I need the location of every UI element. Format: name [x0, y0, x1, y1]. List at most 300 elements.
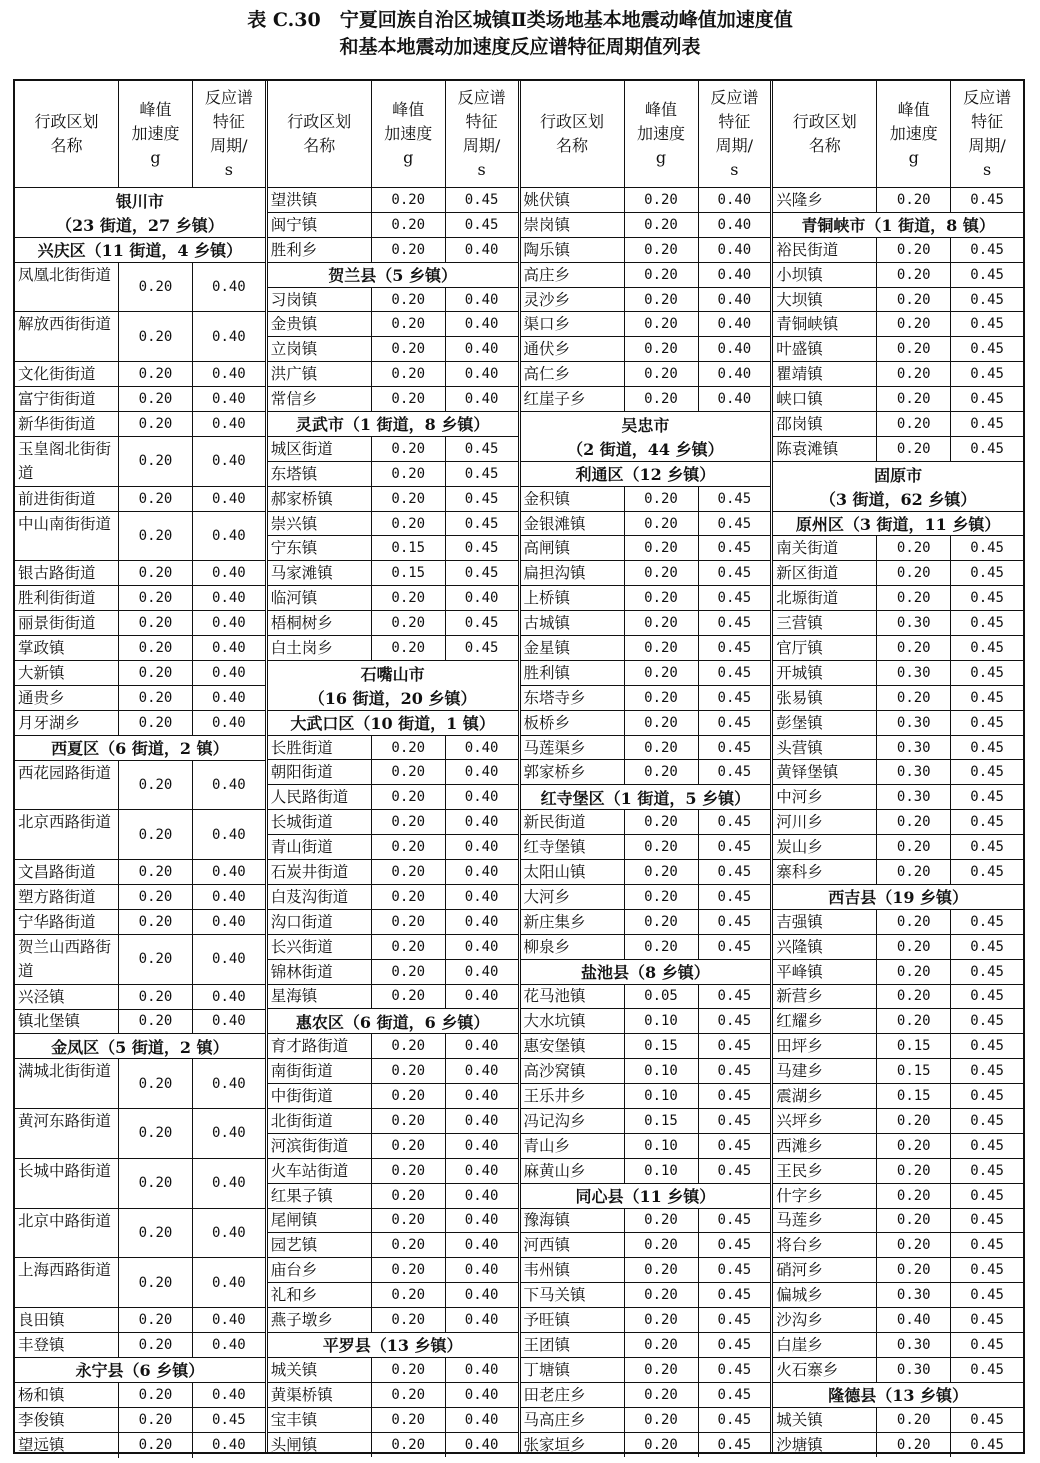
region-heading: 红寺堡区（1 街道，5 乡镇） [521, 785, 771, 810]
pga-value: 0.20 [877, 1209, 951, 1233]
place-name: 河川乡 [773, 810, 877, 834]
place-name: 文化街街道 [15, 362, 119, 386]
period-value: 0.45 [717, 689, 752, 706]
table-row [268, 561, 518, 586]
place-name: 尾闸镇 [268, 1209, 372, 1233]
place-name: 青山乡 [521, 1134, 625, 1158]
table-row [773, 1109, 1023, 1134]
period-value: 0.40 [464, 988, 499, 1005]
place-name: 马高庄乡 [521, 1408, 625, 1432]
table-row [268, 1283, 518, 1308]
table-column [521, 81, 774, 1452]
table-row [521, 1109, 771, 1134]
table-row [521, 512, 771, 537]
pga-value: 0.20 [119, 263, 193, 312]
place-name: 锦林街道 [268, 960, 372, 984]
pga-value: 0.20 [372, 1408, 446, 1432]
period-value: 0.45 [970, 913, 1004, 930]
place-name: 礼和乡 [268, 1283, 372, 1307]
place-name: 叶盛镇 [773, 337, 877, 361]
table-row [268, 1059, 518, 1084]
pga-value: 0.15 [625, 1109, 699, 1133]
period-value: 0.40 [464, 391, 499, 408]
place-name: 新民街道 [521, 810, 625, 834]
place-name: 板桥乡 [521, 711, 625, 735]
period-value: 0.45 [970, 963, 1004, 980]
place-name: 兴隆镇 [773, 935, 877, 959]
table-row [773, 1209, 1023, 1234]
pga-value: 0.20 [119, 437, 193, 486]
table-row [521, 387, 771, 412]
place-name: 红耀乡 [773, 1009, 877, 1033]
period-value: 0.45 [970, 689, 1004, 706]
place-name: 塑方路街道 [15, 885, 119, 909]
period-value: 0.40 [212, 826, 246, 843]
period-value: 0.45 [970, 714, 1004, 731]
period-value: 0.40 [464, 1112, 499, 1129]
table-row [15, 885, 265, 910]
period-value: 0.45 [717, 1436, 752, 1453]
pga-value: 0.20 [625, 263, 699, 287]
pga-value: 0.30 [877, 661, 951, 685]
period-value: 0.40 [212, 1125, 246, 1142]
pga-value: 0.20 [372, 1209, 446, 1233]
period-value: 0.45 [970, 540, 1004, 557]
pga-value: 0.20 [625, 636, 699, 660]
pga-value: 0.20 [372, 1433, 446, 1458]
table-row [268, 785, 518, 810]
period-value: 0.40 [464, 1187, 499, 1204]
header-name: 行政区划 名称 [773, 81, 877, 187]
column-body [521, 188, 771, 1457]
place-name: 兴坪乡 [773, 1109, 877, 1133]
table-row [268, 736, 518, 761]
place-name: 下马关镇 [521, 1283, 625, 1307]
place-name: 石炭井街道 [268, 860, 372, 884]
pga-value: 0.20 [372, 1034, 446, 1058]
table-row [521, 1233, 771, 1258]
period-value: 0.40 [212, 1175, 246, 1192]
pga-value: 0.20 [372, 760, 446, 784]
place-name: 人民路街道 [268, 785, 372, 809]
period-value: 0.45 [970, 391, 1004, 408]
period-value: 0.40 [464, 764, 499, 781]
period-value: 0.45 [970, 789, 1004, 806]
pga-value: 0.20 [625, 1258, 699, 1282]
table-row [268, 885, 518, 910]
region-heading: 银川市 [115, 191, 164, 211]
region-heading: 惠农区（6 街道，6 乡镇） [268, 1009, 518, 1034]
place-name: 郝家桥镇 [268, 487, 372, 511]
period-value: 0.45 [970, 814, 1004, 831]
pga-value: 0.20 [877, 561, 951, 585]
table-row [15, 661, 265, 686]
table-row [15, 1408, 265, 1433]
pga-value: 0.20 [877, 1433, 951, 1458]
pga-value: 0.20 [119, 860, 193, 884]
pga-value: 0.20 [625, 1209, 699, 1233]
pga-value: 0.20 [372, 1109, 446, 1133]
period-value: 0.45 [464, 465, 499, 482]
place-name: 金积镇 [521, 487, 625, 511]
place-name: 镇北堡镇 [15, 1010, 119, 1034]
place-name: 硝河乡 [773, 1258, 877, 1282]
place-name: 中河乡 [773, 785, 877, 809]
table-row [268, 1433, 518, 1458]
pga-value: 0.20 [372, 785, 446, 809]
pga-value: 0.20 [625, 387, 699, 411]
pga-value: 0.20 [119, 935, 193, 984]
place-name: 凤凰北街街道 [15, 263, 119, 312]
table-row [268, 760, 518, 785]
place-name: 前进街街道 [15, 487, 119, 511]
pga-value: 0.20 [625, 337, 699, 361]
place-name: 红寺堡镇 [521, 835, 625, 859]
period-value: 0.45 [970, 1187, 1004, 1204]
pga-value: 0.20 [372, 1358, 446, 1382]
table-row [521, 238, 771, 263]
place-name: 新华街街道 [15, 412, 119, 436]
place-name: 花马池镇 [521, 985, 625, 1009]
header-pga: 峰值 加速度 g [625, 81, 699, 187]
period-value: 0.45 [464, 440, 499, 457]
period-value: 0.40 [717, 191, 752, 208]
period-value: 0.45 [970, 1063, 1004, 1080]
period-value: 0.40 [212, 1274, 246, 1291]
table-row [773, 960, 1023, 985]
period-value: 0.40 [212, 391, 246, 408]
table-row [521, 1333, 771, 1358]
pga-value: 0.15 [372, 536, 446, 560]
period-value: 0.45 [970, 1436, 1004, 1453]
period-value: 0.45 [970, 1411, 1004, 1428]
table-row [15, 512, 265, 562]
pga-value: 0.20 [625, 288, 699, 312]
place-name: 李俊镇 [15, 1408, 119, 1432]
table-row [773, 1034, 1023, 1059]
period-value: 0.40 [212, 1225, 246, 1242]
place-name: 什字乡 [773, 1184, 877, 1208]
period-value: 0.40 [464, 1137, 499, 1154]
period-value: 0.40 [212, 279, 246, 296]
period-value: 0.40 [464, 1262, 499, 1279]
period-value: 0.40 [464, 341, 499, 358]
pga-value: 0.20 [625, 860, 699, 884]
period-value: 0.40 [464, 366, 499, 383]
pga-value: 0.30 [877, 736, 951, 760]
pga-value: 0.20 [625, 238, 699, 262]
place-name: 峡口镇 [773, 387, 877, 411]
period-value: 0.40 [212, 888, 246, 905]
place-name: 头营镇 [773, 736, 877, 760]
region-heading: 同心县（11 乡镇） [521, 1184, 771, 1209]
period-value: 0.45 [970, 241, 1004, 258]
place-name: 灵沙乡 [521, 288, 625, 312]
pga-value: 0.30 [877, 1358, 951, 1382]
pga-value: 0.20 [119, 611, 193, 635]
place-name: 中山南街街道 [15, 512, 119, 561]
period-value: 0.40 [717, 391, 752, 408]
pga-value: 0.20 [119, 1308, 193, 1332]
table-row [773, 1358, 1023, 1383]
table-row [268, 437, 518, 462]
period-value: 0.45 [717, 565, 752, 582]
period-value: 0.45 [970, 415, 1004, 432]
pga-value: 0.20 [625, 1283, 699, 1307]
table-row [773, 835, 1023, 860]
pga-value: 0.20 [625, 1358, 699, 1382]
pga-value: 0.20 [877, 1134, 951, 1158]
table-row [268, 213, 518, 238]
period-value: 0.40 [212, 1312, 246, 1329]
pga-value: 0.20 [877, 536, 951, 560]
table-row [773, 785, 1023, 810]
place-name: 大水坑镇 [521, 1009, 625, 1033]
place-name: 张家垣乡 [521, 1433, 625, 1458]
table-row [521, 1209, 771, 1234]
table-row [521, 263, 771, 288]
pga-value: 0.20 [877, 238, 951, 262]
place-name: 金星镇 [521, 636, 625, 660]
pga-value: 0.20 [372, 960, 446, 984]
period-value: 0.45 [970, 1336, 1004, 1353]
place-name: 红果子镇 [268, 1184, 372, 1208]
period-value: 0.40 [212, 1337, 246, 1354]
period-value: 0.45 [970, 1137, 1004, 1154]
pga-value: 0.20 [877, 1233, 951, 1257]
table-row [521, 561, 771, 586]
place-name: 沙沟乡 [773, 1308, 877, 1332]
table-row [15, 312, 265, 362]
place-name: 瞿靖镇 [773, 362, 877, 386]
period-value: 0.45 [970, 1038, 1004, 1055]
place-name: 燕子墩乡 [268, 1308, 372, 1332]
period-value: 0.40 [464, 291, 499, 308]
period-value: 0.40 [717, 366, 752, 383]
title-line-1: 表 C.30 宁夏回族自治区城镇Ⅱ类场地基本地震动峰值加速度值 [247, 9, 793, 31]
table-row [521, 636, 771, 661]
place-name: 青铜峡镇 [773, 312, 877, 336]
region-heading: （2 街道，44 乡镇） [521, 437, 771, 462]
pga-value: 0.20 [877, 1258, 951, 1282]
table-row [268, 1159, 518, 1184]
place-name: 崇兴镇 [268, 512, 372, 536]
table-row [268, 810, 518, 835]
table-row [268, 1408, 518, 1433]
pga-value: 0.20 [119, 661, 193, 685]
table-row [268, 586, 518, 611]
table-row [268, 1383, 518, 1408]
period-value: 0.45 [717, 1386, 752, 1403]
table-row [773, 362, 1023, 387]
period-value: 0.40 [717, 341, 752, 358]
pga-value: 0.20 [877, 1009, 951, 1033]
pga-value: 0.40 [877, 1308, 951, 1332]
period-value: 0.45 [717, 1063, 752, 1080]
pga-value: 0.20 [372, 910, 446, 934]
table-row [268, 835, 518, 860]
column-body [15, 188, 265, 1458]
pga-value: 0.20 [119, 387, 193, 411]
place-name: 兴泾镇 [15, 985, 119, 1009]
period-value: 0.45 [970, 988, 1004, 1005]
table-row [521, 985, 771, 1010]
period-value: 0.45 [970, 938, 1004, 955]
table-row [773, 1258, 1023, 1283]
table-row [521, 835, 771, 860]
region-heading: 金凤区（5 街道，2 镇） [15, 1034, 265, 1059]
table-row [521, 1283, 771, 1308]
pga-value: 0.20 [877, 362, 951, 386]
pga-value: 0.20 [372, 288, 446, 312]
table-row [521, 686, 771, 711]
table-row [15, 1209, 265, 1259]
place-name: 西花园路街道 [15, 761, 119, 810]
table-row [15, 387, 265, 412]
place-name: 临河镇 [268, 586, 372, 610]
pga-value: 0.20 [372, 810, 446, 834]
pga-value: 0.20 [625, 760, 699, 784]
pga-value: 0.20 [119, 1383, 193, 1407]
pga-value: 0.20 [877, 412, 951, 436]
period-value: 0.45 [717, 1336, 752, 1353]
column-header [268, 81, 518, 188]
period-value: 0.45 [717, 490, 752, 507]
place-name: 三营镇 [773, 611, 877, 635]
place-name: 小坝镇 [773, 263, 877, 287]
table-row [521, 188, 771, 213]
table-row [521, 860, 771, 885]
period-value: 0.45 [970, 863, 1004, 880]
column-body [773, 188, 1023, 1457]
pga-value: 0.20 [119, 586, 193, 610]
table-row [773, 1059, 1023, 1084]
pga-value: 0.20 [625, 736, 699, 760]
pga-value: 0.20 [119, 1209, 193, 1258]
table-row [15, 711, 265, 736]
pga-value: 0.20 [372, 636, 446, 660]
period-value: 0.45 [970, 639, 1004, 656]
pga-value: 0.20 [625, 1433, 699, 1458]
table-row [773, 736, 1023, 761]
pga-value: 0.20 [877, 835, 951, 859]
table-row [773, 312, 1023, 337]
pga-value: 0.20 [877, 263, 951, 287]
place-name: 北街街道 [268, 1109, 372, 1133]
region-heading: （16 街道，20 乡镇） [268, 686, 518, 711]
table-row [521, 337, 771, 362]
region-heading: 固原市 [874, 465, 923, 485]
place-name: 丰登镇 [15, 1333, 119, 1357]
place-name: 月牙湖乡 [15, 711, 119, 735]
header-pga: 峰值 加速度 g [372, 81, 446, 187]
title-line-2: 和基本地震动加速度反应谱特征周期值列表 [339, 36, 701, 58]
table-row [773, 1408, 1023, 1433]
place-name: 梧桐树乡 [268, 611, 372, 635]
pga-value: 0.20 [877, 1408, 951, 1432]
place-name: 南街街道 [268, 1059, 372, 1083]
table-row [773, 910, 1023, 935]
period-value: 0.40 [212, 590, 246, 607]
period-value: 0.45 [970, 266, 1004, 283]
table-row [15, 935, 265, 985]
table-row [15, 1109, 265, 1159]
place-name: 东塔寺乡 [521, 686, 625, 710]
period-value: 0.45 [970, 839, 1004, 856]
table-row [268, 387, 518, 412]
place-name: 河西镇 [521, 1233, 625, 1257]
pga-value: 0.20 [372, 1159, 446, 1183]
place-name: 沟口街道 [268, 910, 372, 934]
place-name: 长兴街道 [268, 935, 372, 959]
table-row [521, 1408, 771, 1433]
region-heading: 隆德县（13 乡镇） [773, 1383, 1023, 1408]
pga-value: 0.20 [372, 462, 446, 486]
place-name: 开城镇 [773, 661, 877, 685]
place-name: 予旺镇 [521, 1308, 625, 1332]
table-row [521, 711, 771, 736]
table-row [268, 536, 518, 561]
table-row [15, 586, 265, 611]
table-row [521, 736, 771, 761]
place-name: 麻黄山乡 [521, 1159, 625, 1183]
period-value: 0.40 [212, 689, 246, 706]
period-value: 0.45 [717, 590, 752, 607]
pga-value: 0.20 [119, 561, 193, 585]
period-value: 0.40 [212, 776, 246, 793]
period-value: 0.40 [717, 241, 752, 258]
period-value: 0.45 [717, 540, 752, 557]
table-row [268, 1184, 518, 1209]
place-name: 育才路街道 [268, 1034, 372, 1058]
pga-value: 0.20 [625, 312, 699, 336]
pga-value: 0.20 [372, 387, 446, 411]
place-name: 贺兰山西路街道 [15, 935, 119, 984]
period-value: 0.45 [717, 1361, 752, 1378]
pga-value: 0.20 [119, 512, 193, 561]
period-value: 0.40 [717, 291, 752, 308]
header-name: 行政区划 名称 [521, 81, 625, 187]
pga-value: 0.20 [877, 935, 951, 959]
place-name: 朝阳街道 [268, 760, 372, 784]
pga-value: 0.20 [119, 1159, 193, 1208]
header-period: 反应谱 特征 周期/ s [204, 88, 253, 179]
region-heading: 平罗县（13 乡镇） [268, 1333, 518, 1358]
table-row [521, 487, 771, 512]
table-row [15, 362, 265, 387]
table-row [773, 860, 1023, 885]
table-row [268, 935, 518, 960]
period-value: 0.40 [464, 1063, 499, 1080]
table-row [773, 1433, 1023, 1458]
header-pga: 峰值 加速度 g [877, 81, 951, 187]
period-value: 0.45 [717, 1411, 752, 1428]
table-row [268, 1109, 518, 1134]
pga-value: 0.20 [877, 960, 951, 984]
pga-value: 0.05 [625, 985, 699, 1009]
pga-value: 0.20 [119, 1433, 193, 1458]
place-name: 马莲渠乡 [521, 736, 625, 760]
place-name: 高仁乡 [521, 362, 625, 386]
period-value: 0.40 [212, 453, 246, 470]
place-name: 胜利镇 [521, 661, 625, 685]
pga-value: 0.20 [372, 1283, 446, 1307]
period-value: 0.45 [970, 316, 1004, 333]
region-heading: 灵武市（1 街道，8 乡镇） [268, 412, 518, 437]
pga-value: 0.10 [625, 1009, 699, 1033]
pga-value: 0.20 [372, 1383, 446, 1407]
header-name: 行政区划 名称 [268, 81, 372, 187]
